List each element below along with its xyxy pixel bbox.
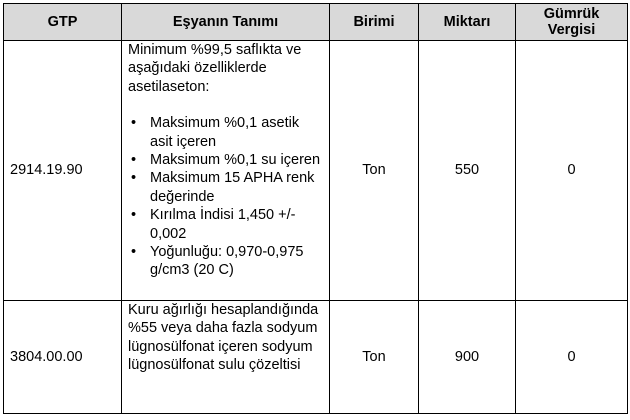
spec-list — [128, 114, 323, 280]
quantity-cell: 900 — [419, 301, 516, 414]
header-description: Eşyanın Tanımı — [122, 4, 330, 41]
list-item: • Maksimum %0,1 asetik asit içeren — [128, 114, 323, 151]
list-item: • Maksimum %0,1 su içeren — [128, 151, 323, 169]
gtp-cell: 2914.19.90 — [4, 41, 122, 301]
table-row — [4, 41, 628, 301]
unit-cell: Ton — [330, 301, 419, 414]
description-cell — [122, 41, 330, 301]
header-row — [4, 4, 628, 41]
duty-cell: 0 — [516, 301, 628, 414]
header-duty: Gümrük Vergisi — [516, 4, 628, 41]
spacer — [128, 96, 323, 114]
description-cell — [122, 301, 330, 414]
list-item: • Yoğunluğu: 0,970-0,975 g/cm3 (20 C) — [128, 243, 323, 280]
header-quantity: Miktarı — [419, 4, 516, 41]
tariff-table — [3, 3, 628, 414]
list-item: • Maksimum 15 APHA renk değerinde — [128, 169, 323, 206]
list-item: • Kırılma İndisi 1,450 +/- 0,002 — [128, 206, 323, 243]
gtp-cell: 3804.00.00 — [4, 301, 122, 414]
description-intro: Kuru ağırlığı hesaplandığında %55 veya daha fazla sodyum lügnosülfonat içeren sodyum lügnosülfonat sulu çözeltisi — [128, 302, 319, 374]
description-intro: Minimum %99,5 saflıkta ve aşağıdaki özelliklerde asetilaseton: — [128, 42, 302, 95]
header-unit: Birimi — [330, 4, 419, 41]
header-gtp: GTP — [4, 4, 122, 41]
quantity-cell: 550 — [419, 41, 516, 301]
table-row — [4, 301, 628, 414]
duty-cell: 0 — [516, 41, 628, 301]
unit-cell: Ton — [330, 41, 419, 301]
